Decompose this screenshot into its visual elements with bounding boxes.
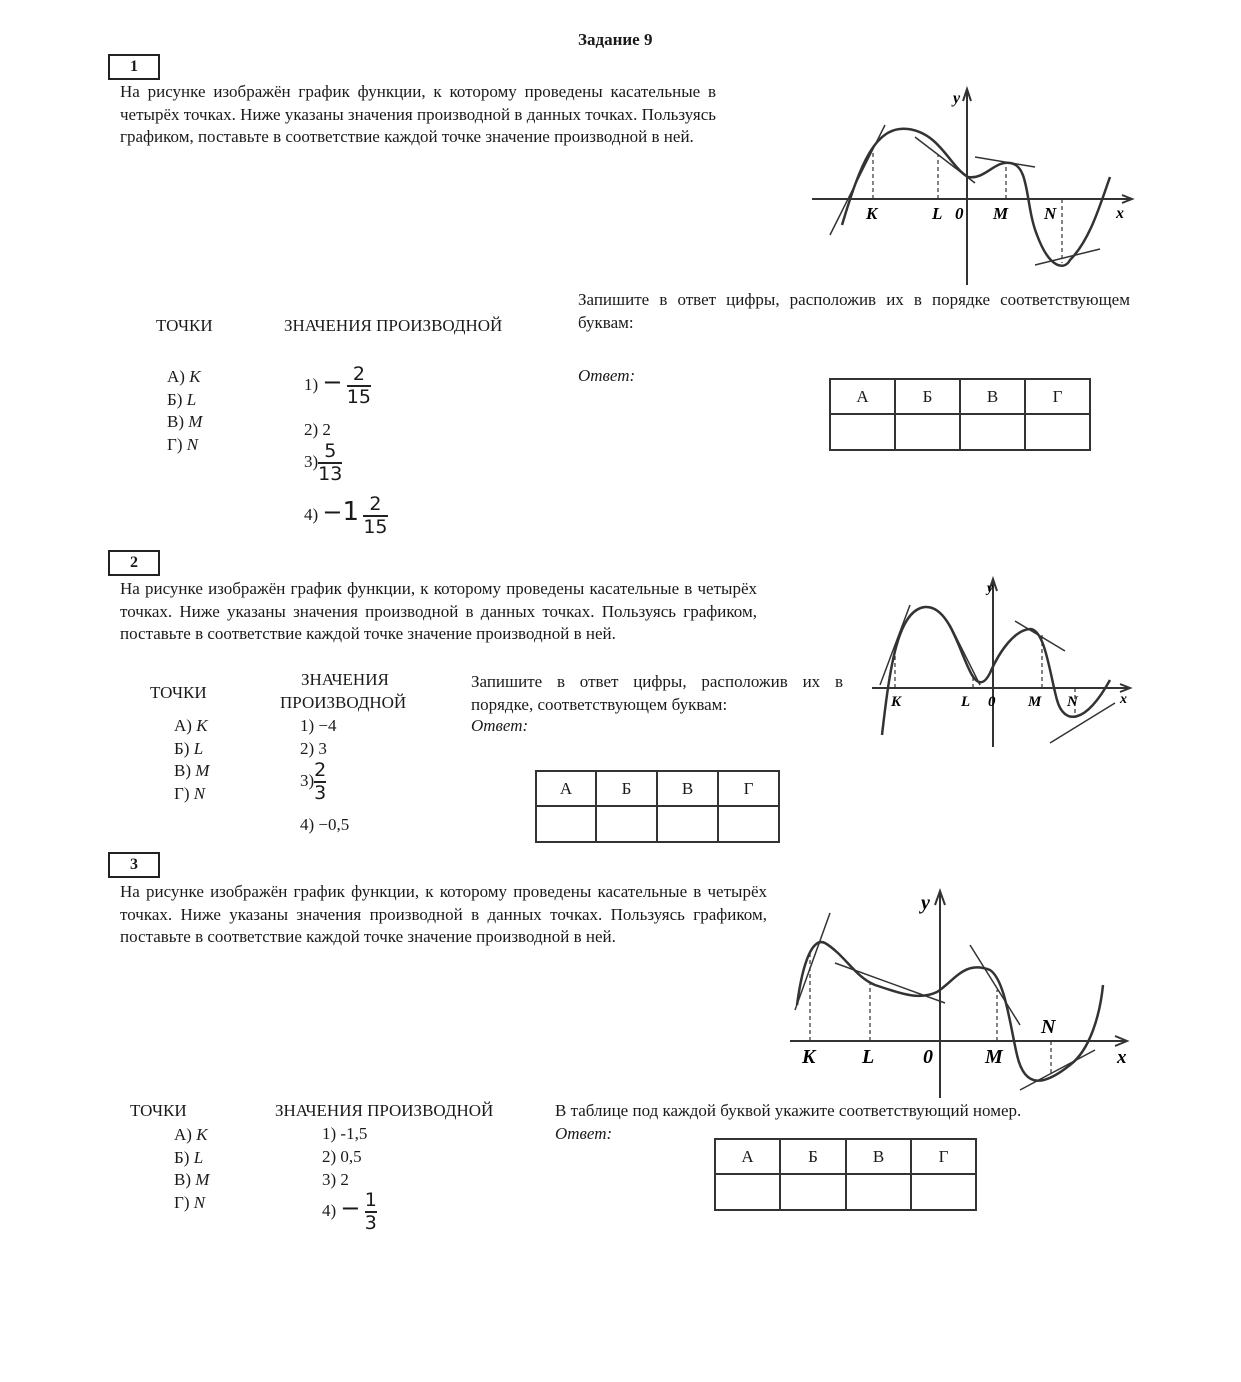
point-item: В) M (167, 412, 203, 431)
point-l-label: L (932, 204, 943, 223)
answer-cell[interactable] (1025, 414, 1090, 450)
tangent-m (970, 945, 1020, 1025)
answer-cell[interactable] (657, 806, 718, 842)
point-l-label: L (862, 1046, 875, 1068)
function-graph (785, 885, 1135, 1100)
table-header-cell: А (830, 379, 895, 414)
task-text: На рисунке изображён график функции, к которому проведены касательные в четырёх точках. Ниже указаны значения производной в данных точках. Пользуясь графиком, поставьте в соответствие каждой точке значение производной в ней. (120, 882, 767, 946)
points-list (167, 366, 202, 456)
tangent-l (835, 963, 945, 1003)
answer-cell[interactable] (895, 414, 960, 450)
answer-cell[interactable] (780, 1174, 846, 1210)
point-item: Б) L (174, 738, 204, 758)
task-number-box: 1 (108, 54, 160, 80)
tangent-m (1015, 621, 1065, 651)
value-item: 4) −0,5 (300, 815, 350, 834)
point-m-label: M (1028, 694, 1042, 710)
value-item: 3) $\frac{2}{3}$ (300, 759, 327, 804)
tangent-m (975, 157, 1035, 167)
table-header-cell: А (715, 1139, 780, 1174)
point-item: Г) N (174, 1192, 206, 1212)
table-header-cell: Г (718, 771, 779, 806)
table-header-cell: А (536, 771, 596, 806)
value-item: 2) 2 (304, 420, 331, 439)
x-axis-label: x (1120, 692, 1127, 707)
table-header-cell: Б (596, 771, 657, 806)
table-header-cell: В (846, 1139, 911, 1174)
points-list (174, 715, 209, 805)
table-header-cell: В (960, 379, 1025, 414)
function-curve (797, 942, 1103, 1081)
task-text: На рисунке изображён график функции, к которому проведены касательные в четырёх точках. Ниже указаны значения производной в данных точках. Пользуясь графиком, поставьте в соответствие каждой точке значение производной в ней. (120, 579, 757, 643)
point-item: А) K (167, 367, 201, 386)
answer-cell[interactable] (536, 806, 596, 842)
function-curve (882, 607, 1110, 735)
instruction-text: Запишите в ответ цифры, расположив их в порядке соответствующем буквам: (578, 290, 1130, 332)
answer-cell[interactable] (718, 806, 779, 842)
tangent-l (950, 625, 980, 685)
point-n-label: N (1044, 204, 1057, 223)
task-number-box: 3 (108, 852, 160, 878)
x-axis-label: x (1116, 205, 1124, 222)
table-header-cell: В (657, 771, 718, 806)
values-header: ПРОИЗВОДНОЙ (280, 693, 407, 712)
answer-table (714, 1138, 977, 1211)
table-header-cell: Б (895, 379, 960, 414)
value-item: 4) −1 $\frac{2}{15}$ (304, 493, 388, 538)
function-curve (842, 129, 1110, 266)
points-header: ТОЧКИ (150, 683, 207, 702)
answer-label: Ответ: (555, 1124, 613, 1143)
table-header-cell: Г (911, 1139, 976, 1174)
point-item: В) M (174, 761, 210, 780)
point-item: А) K (174, 716, 208, 735)
answer-label: Ответ: (471, 716, 529, 735)
answer-cell[interactable] (715, 1174, 780, 1210)
point-item: Г) N (174, 783, 206, 803)
point-n-label: N (1041, 1016, 1056, 1038)
point-item: Б) L (174, 1147, 204, 1167)
table-header-cell: Б (780, 1139, 846, 1174)
values-header: ЗНАЧЕНИЯ ПРОИЗВОДНОЙ (284, 316, 503, 335)
answer-table (829, 378, 1091, 451)
answer-label: Ответ: (578, 366, 636, 385)
answer-cell[interactable] (846, 1174, 911, 1210)
value-item: 1) − $\frac{2}{15}$ (304, 363, 371, 408)
function-graph (860, 575, 1135, 755)
y-axis-label: y (921, 892, 930, 914)
value-item: 3) $\frac{5}{13}$ (304, 440, 343, 485)
values-header: ЗНАЧЕНИЯ (301, 670, 389, 689)
point-m-label: M (985, 1046, 1003, 1068)
task-text: На рисунке изображён график функции, к которому проведены касательные в четырёх точках. Ниже указаны значения производной в данных точках. Пользуясь графиком, поставьте в соответствие каждой точке значение производной в ней. (120, 82, 716, 146)
y-axis-label: y (953, 90, 961, 107)
instruction-text: Запишите в ответ цифры, расположив их в порядке, соответствующем буквам: (471, 672, 843, 714)
answer-cell[interactable] (596, 806, 657, 842)
point-item: Г) N (167, 434, 199, 454)
point-k-label: K (891, 694, 902, 710)
tangent-k (795, 913, 830, 1010)
origin-label: 0 (988, 694, 996, 710)
point-k-label: K (802, 1046, 816, 1068)
value-item: 2) 0,5 (322, 1147, 362, 1166)
y-axis-label: y (987, 581, 994, 596)
point-k-label: K (866, 204, 878, 223)
value-item: 1) -1,5 (322, 1124, 368, 1143)
task-number-box: 2 (108, 550, 160, 576)
points-header: ТОЧКИ (156, 316, 213, 335)
tangent-n (1020, 1050, 1095, 1090)
table-header-cell: Г (1025, 379, 1090, 414)
answer-cell[interactable] (911, 1174, 976, 1210)
point-item: В) M (174, 1170, 210, 1189)
point-n-label: N (1067, 694, 1078, 710)
origin-label: 0 (955, 204, 964, 223)
page-title: Задание 9 (578, 30, 653, 49)
function-graph (800, 85, 1140, 295)
origin-label: 0 (923, 1046, 933, 1068)
x-axis-label: x (1117, 1047, 1127, 1068)
point-item: Б) L (167, 389, 197, 409)
point-m-label: M (993, 204, 1009, 223)
answer-cell[interactable] (830, 414, 895, 450)
value-item: 4) − $\frac{1}{3}$ (322, 1189, 377, 1234)
value-item: 3) 2 (322, 1170, 349, 1189)
points-list (174, 1124, 209, 1214)
point-item: А) K (174, 1125, 208, 1144)
values-header: ЗНАЧЕНИЯ ПРОИЗВОДНОЙ (275, 1101, 494, 1120)
answer-table (535, 770, 780, 843)
point-l-label: L (961, 694, 971, 710)
points-header: ТОЧКИ (130, 1101, 187, 1120)
answer-cell[interactable] (960, 414, 1025, 450)
instruction-text: В таблице под каждой буквой укажите соответствующий номер. (555, 1101, 1022, 1120)
value-item: 2) 3 (300, 739, 327, 758)
value-item: 1) −4 (300, 716, 337, 735)
